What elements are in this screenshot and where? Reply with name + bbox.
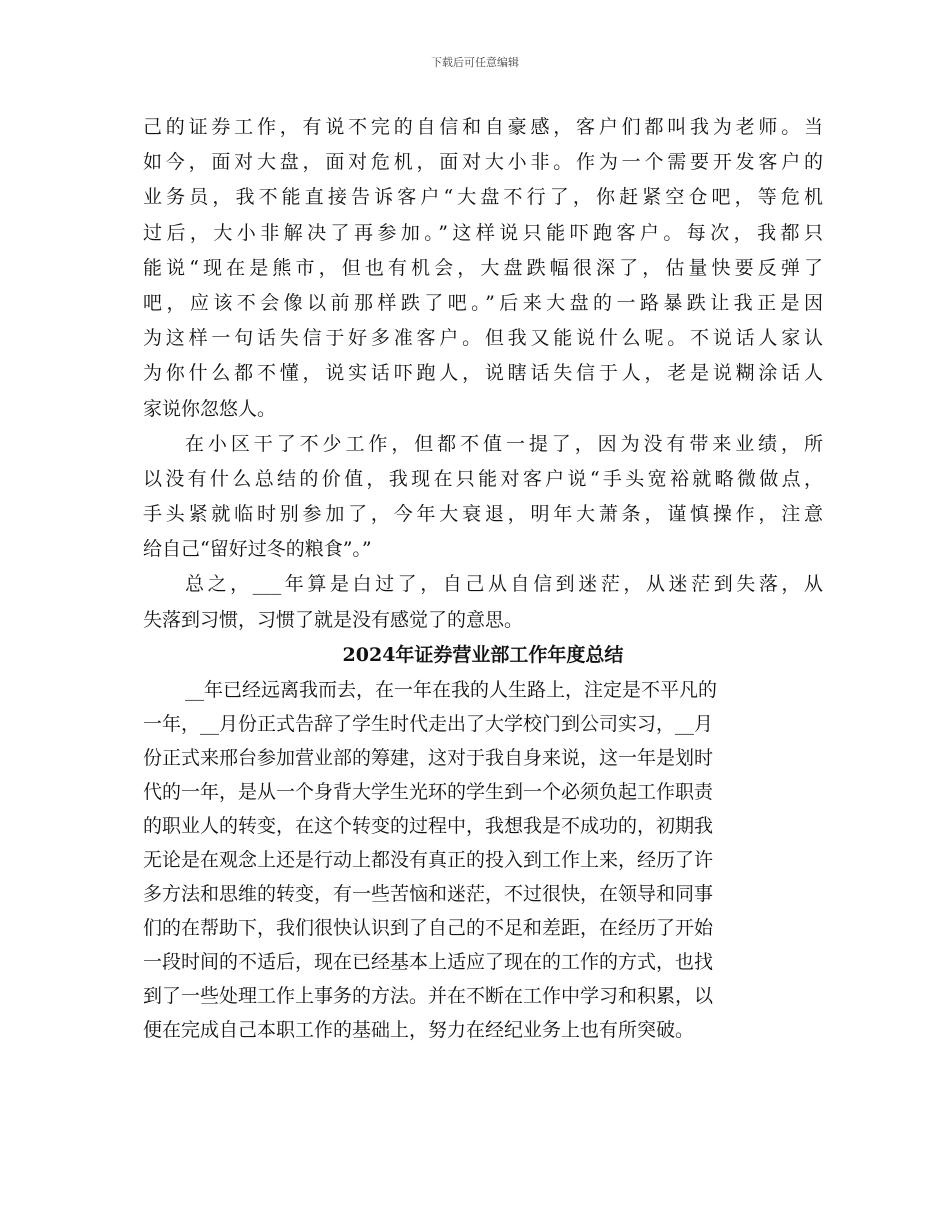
text-line: 份正式来邢台参加营业部的筹建，这对于我自身来说，这一年是划时	[143, 747, 714, 769]
text-line: 失落到习惯，习惯了就是没有感觉了的意思。	[143, 608, 524, 631]
text-line: 一段时间的不适后，现在已经基本上适应了现在的工作的方式，也找	[143, 951, 714, 973]
text-line: 以没有什么总结的价值，我现在只能对客户说“手头宽裕就略微做点，	[143, 467, 823, 490]
text-line: 能说“现在是熊市，但也有机会，大盘跌幅很深了，估量快要反弹了	[143, 256, 823, 279]
text-line: 一年，__月份正式告辞了学生时代走出了大学校门到公司实习，__月	[143, 713, 714, 735]
paragraph-1	[143, 110, 823, 427]
text-line: 们的在帮助下，我们很快认识到了自己的不足和差距，在经历了开始	[143, 917, 714, 939]
text-line: 手头紧就临时别参加了，今年大衰退，明年大萧条，谨慎操作，注意	[143, 503, 823, 526]
text-line: 的职业人的转变，在这个转变的过程中，我想我是不成功的，初期我	[143, 815, 714, 837]
text-line: 为这样一句话失信于好多准客户。但我又能说什么呢。不说话人家认	[143, 327, 823, 350]
text-line: 过后，大小非解决了再参加。”这样说只能吓跑客户。每次，我都只	[143, 221, 823, 244]
document-body	[143, 110, 823, 1047]
text-line: 为你什么都不懂，说实话吓跑人，说瞎话失信于人，老是说糊涂话人	[143, 362, 823, 385]
text-line: 吧，应该不会像以前那样跌了吧。”后来大盘的一路暴跌让我正是因	[143, 291, 823, 314]
text-line: 到了一些处理工作上事务的方法。并在不断在工作中学习和积累，以	[143, 985, 714, 1007]
text-line: 无论是在观念上还是行动上都没有真正的投入到工作上来，经历了许	[143, 849, 714, 871]
text-line: 在小区干了不少工作，但都不值一提了，因为没有带来业绩，所	[185, 432, 823, 455]
section-title: 2024年证券营业部工作年度总结	[342, 643, 624, 666]
paragraph-2	[143, 427, 823, 568]
text-line: 代的一年，是从一个身背大学生光环的学生到一个必须负起工作职责	[143, 781, 714, 803]
paragraph-4	[143, 673, 823, 1047]
text-line: 如今，面对大盘，面对危机，面对大小非。作为一个需要开发客户的	[143, 151, 823, 174]
paragraph-3	[143, 567, 823, 637]
text-line: 家说你忽悠人。	[143, 397, 277, 420]
text-line: 便在完成自己本职工作的基础上，努力在经纪业务上也有所突破。	[143, 1019, 695, 1041]
page-header: 下载后可任意编辑	[431, 56, 519, 69]
text-line: 己的证券工作，有说不完的自信和自豪感，客户们都叫我为老师。当	[143, 116, 823, 138]
text-line: 业务员，我不能直接告诉客户“大盘不行了，你赶紧空仓吧，等危机	[143, 186, 823, 209]
text-line: 多方法和思维的转变，有一些苦恼和迷茫，不过很快，在领导和同事	[143, 883, 714, 905]
text-line: 总之，___年算是白过了，自己从自信到迷茫，从迷茫到失落，从	[185, 573, 823, 596]
text-line: 给自己“留好过冬的粮食”。”	[143, 538, 372, 561]
text-line: __年已经远离我而去，在一年在我的人生路上，注定是不平凡的	[185, 679, 718, 701]
